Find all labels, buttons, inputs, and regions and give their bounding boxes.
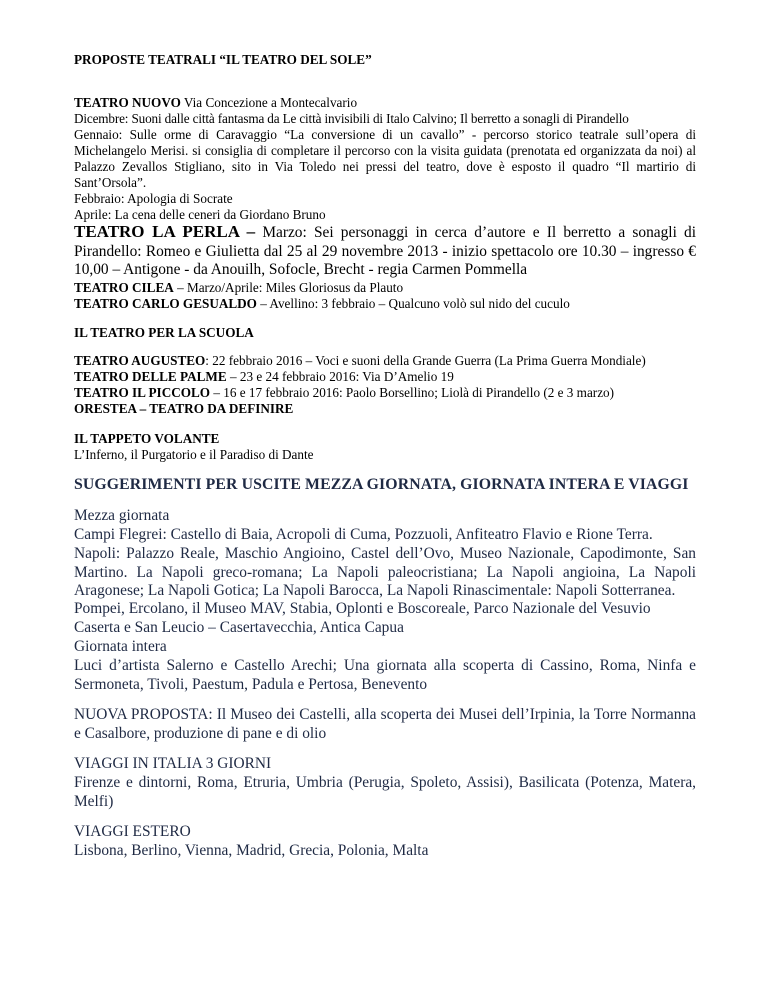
teatro-nuovo-name: TEATRO NUOVO — [74, 95, 181, 110]
teatro-gesualdo-text: – Avellino: 3 febbraio – Qualcuno volò sul nido del cuculo — [256, 296, 570, 311]
viaggi-estero-heading: VIAGGI ESTERO — [74, 823, 191, 840]
orestea-entry: ORESTEA – TEATRO DA DEFINIRE — [74, 401, 294, 416]
teatro-cilea-entry — [74, 280, 696, 296]
teatro-nuovo-dicembre: Dicembre: Suoni dalle città fantasma da Le città invisibili di Italo Calvino; Il berretto a sonagli di Pirandello — [74, 111, 629, 126]
teatro-perla-name: TEATRO LA PERLA – — [74, 222, 256, 241]
document-title: PROPOSTE TEATRALI “IL TEATRO DEL SOLE” — [74, 52, 372, 67]
teatro-cilea-text: – Marzo/Aprile: Miles Gloriosus da Plauto — [173, 280, 404, 295]
teatro-gesualdo-name: TEATRO CARLO GESUALDO — [74, 296, 257, 311]
tappeto-text: L’Inferno, il Purgatorio e il Paradiso di Dante — [74, 447, 314, 462]
teatro-augusteo-name: TEATRO AUGUSTEO — [74, 353, 206, 368]
pompei-text: Pompei, Ercolano, il Museo MAV, Stabia, Oplonti e Boscoreale, Parco Nazionale del Vesuvio — [74, 600, 651, 617]
teatro-cilea-name: TEATRO CILEA — [74, 280, 174, 295]
teatro-nuovo-address: Via Concezione a Montecalvario — [180, 95, 358, 110]
nuova-proposta-text: NUOVA PROPOSTA: Il Museo dei Castelli, alla scoperta dei Musei dell’Irpinia, la Torre Normanna e Casalbore, produzione di pane e di olio — [74, 706, 696, 742]
luci-artista-text: Luci d’artista Salerno e Castello Arechi; Una giornata alla scoperta di Cassino, Roma, Ninfa e Sermoneta, Tivoli, Paestum, Padula e Pertosa, Benevento — [74, 657, 696, 693]
teatro-palme-text: – 23 e 24 febbraio 2016: Via D’Amelio 19 — [226, 369, 454, 384]
teatro-piccolo-text: – 16 e 17 febbraio 2016: Paolo Borsellino; Liolà di Pirandello (2 e 3 marzo) — [210, 385, 615, 400]
teatro-palme-name: TEATRO DELLE PALME — [74, 369, 227, 384]
tappeto-heading: IL TAPPETO VOLANTE — [74, 431, 220, 446]
teatro-perla-text: Marzo: Sei personaggi in cerca d’autore e Il berretto a sonagli di Pirandello: Romeo e Giulietta dal 25 al 29 novembre 2013 - inizio spettacolo ore 10.30 – ingresso € 10,00 – Antigone - da Anouilh, Sofocle, Brecht - regia Carmen Pommella — [74, 224, 696, 278]
teatro-nuovo-febbraio: Febbraio: Apologia di Socrate — [74, 191, 233, 206]
teatro-gesualdo-entry — [74, 296, 696, 312]
mezza-giornata-label: Mezza giornata — [74, 507, 170, 524]
napoli-text: Napoli: Palazzo Reale, Maschio Angioino, Castel dell’Ovo, Museo Nazionale, Capodimonte, San Martino. La Napoli greco-romana; La Napoli paleocristiana; La Napoli angioina, La Napoli Aragonese; La Napoli Gotica; La Napoli Barocca, La Napoli Rinascimentale: Napoli Sotterranea. — [74, 545, 696, 599]
teatro-palme-entry — [74, 369, 696, 385]
teatro-piccolo-entry — [74, 385, 696, 401]
teatro-piccolo-name: TEATRO IL PICCOLO — [74, 385, 211, 400]
giornata-intera-label: Giornata intera — [74, 638, 167, 655]
caserta-text: Caserta e San Leucio – Casertavecchia, Antica Capua — [74, 619, 404, 636]
viaggi-italia-heading: VIAGGI IN ITALIA 3 GIORNI — [74, 755, 272, 772]
viaggi-estero-text: Lisbona, Berlino, Vienna, Madrid, Grecia, Polonia, Malta — [74, 842, 429, 859]
campi-flegrei-text: Campi Flegrei: Castello di Baia, Acropoli di Cuma, Pozzuoli, Anfiteatro Flavio e Rione Terra. — [74, 526, 653, 543]
teatro-perla-entry — [74, 223, 696, 280]
teatro-nuovo-gennaio: Gennaio: Sulle orme di Caravaggio “La conversione di un cavallo” - percorso storico teatrale sull’opera di Michelangelo Merisi. si consiglia di completare il percorso con la visita guidata (prenotata ed organizzata da noi) al Palazzo Zevallos Stigliano, sito in Via Toledo nei pressi del teatro, dove è esposto il quadro “Il martirio di Sant’Orsola”. — [74, 127, 696, 190]
suggerimenti-heading: SUGGERIMENTI PER USCITE MEZZA GIORNATA, GIORNATA INTERA E VIAGGI — [74, 476, 689, 493]
teatro-nuovo-aprile: Aprile: La cena delle ceneri da Giordano Bruno — [74, 207, 326, 222]
scuola-heading: IL TEATRO PER LA SCUOLA — [74, 325, 254, 340]
teatro-augusteo-text: : 22 febbraio 2016 – Voci e suoni della Grande Guerra (La Prima Guerra Mondiale) — [205, 353, 646, 368]
teatro-nuovo-heading — [74, 95, 696, 111]
teatro-augusteo-entry — [74, 353, 696, 369]
viaggi-italia-text: Firenze e dintorni, Roma, Etruria, Umbria (Perugia, Spoleto, Assisi), Basilicata (Potenza, Matera, Melfi) — [74, 774, 696, 810]
